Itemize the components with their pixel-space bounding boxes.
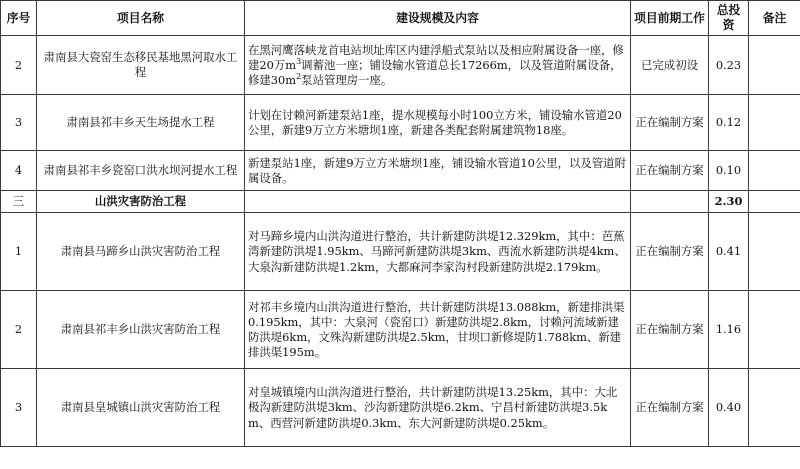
row-status: 正在编制方案 — [631, 291, 709, 369]
row-desc: 对皇城镇境内山洪沟道进行整治，共计新建防洪堤13.25km，其中：大北极沟新建防洪堤3km、沙沟新建防洪堤6.2km、宁昌村新建防洪堤3.5km、西营河新建防洪堤0.3km、东大河新建防洪堤0.25km。 — [245, 369, 631, 447]
header-row — [1, 1, 800, 36]
row-status: 正在编制方案 — [631, 213, 709, 291]
row-desc: 计划在讨赖河新建泵站1座，提水规模每小时100立方米，铺设输水管道20公里，新建9万立方米塘坝1座，新建各类配套附属建筑物18座。 — [245, 95, 631, 151]
table-row — [1, 151, 800, 191]
row-num: 4 — [1, 151, 37, 191]
row-desc-part: 在黑河鹰落峡龙首电站坝址库区内建浮船式泵站以及相应附属设备一座，修建20万m — [248, 42, 624, 72]
row-note — [749, 291, 800, 369]
row-name: 肃南县祁丰乡山洪灾害防治工程 — [37, 291, 245, 369]
row-desc-part: 调蓄池一座；铺设输水管道总长17266m，以及管道附属设备，修建30m — [248, 57, 622, 87]
table-row — [1, 213, 800, 291]
unit-superscript: 3 — [296, 57, 302, 66]
row-status: 正在编制方案 — [631, 95, 709, 151]
row-name: 肃南县大瓷窑生态移民基地黑河取水工程 — [37, 36, 245, 95]
header-note: 备注 — [749, 1, 800, 36]
row-note — [749, 191, 800, 213]
row-note — [749, 151, 800, 191]
row-amount: 0.12 — [709, 95, 749, 151]
row-status — [631, 191, 709, 213]
row-status: 已完成初设 — [631, 36, 709, 95]
section-num: 三 — [1, 191, 37, 213]
row-amount: 1.16 — [709, 291, 749, 369]
row-note — [749, 213, 800, 291]
section-row — [1, 191, 800, 213]
row-note — [749, 369, 800, 447]
row-num: 1 — [1, 213, 37, 291]
header-amount: 总投资 — [709, 1, 749, 36]
row-status: 正在编制方案 — [631, 151, 709, 191]
table-row — [1, 291, 800, 369]
header-scale: 建设规模及内容 — [245, 1, 631, 36]
row-amount: 0.23 — [709, 36, 749, 95]
header-status: 项目前期工作 — [631, 1, 709, 36]
row-note — [749, 36, 800, 95]
row-desc — [245, 191, 631, 213]
row-name: 肃南县皇城镇山洪灾害防治工程 — [37, 369, 245, 447]
row-desc-part: 泵站管理房一座。 — [301, 73, 393, 87]
row-amount: 0.41 — [709, 213, 749, 291]
row-amount: 0.10 — [709, 151, 749, 191]
row-name: 肃南县祁丰乡天生场提水工程 — [37, 95, 245, 151]
table-row — [1, 95, 800, 151]
row-amount: 0.40 — [709, 369, 749, 447]
row-num: 3 — [1, 369, 37, 447]
row-desc: 新建泵站1座，新建9万立方米塘坝1座，铺设输水管道10公里，以及管道附属设备。 — [245, 151, 631, 191]
row-num: 2 — [1, 291, 37, 369]
table-row — [1, 369, 800, 447]
header-num: 序号 — [1, 1, 37, 36]
row-desc: 对马蹄乡境内山洪沟道进行整治，共计新建防洪堤12.329km，其中：芭蕉湾新建防洪堤1.95km、马蹄河新建防洪堤3km、西流水新建防洪堤4km、大泉沟新建防洪堤1.2km，大都麻河李家沟村段新建防洪堤2.179km。 — [245, 213, 631, 291]
row-desc — [245, 36, 631, 95]
table-row — [1, 36, 800, 95]
section-title: 山洪灾害防治工程 — [37, 191, 245, 213]
unit-superscript: 2 — [296, 72, 302, 82]
section-amount: 2.30 — [709, 191, 749, 213]
row-desc: 对祁丰乡境内山洪沟道进行整治，共计新建防洪堤13.088km，新建排洪渠0.195km，其中：大泉河（瓷窑口）新建防洪堤2.8km，讨赖河流域新建防洪堤6km，文殊沟新建防洪堤2.5km，甘坝口新修堤防1.788km、新建排洪渠195m。 — [245, 291, 631, 369]
row-num: 2 — [1, 36, 37, 95]
row-num: 3 — [1, 95, 37, 151]
header-name: 项目名称 — [37, 1, 245, 36]
row-status: 正在编制方案 — [631, 369, 709, 447]
row-name: 肃南县祁丰乡瓷窑口洪水坝河提水工程 — [37, 151, 245, 191]
row-name: 肃南县马蹄乡山洪灾害防治工程 — [37, 213, 245, 291]
row-note — [749, 95, 800, 151]
